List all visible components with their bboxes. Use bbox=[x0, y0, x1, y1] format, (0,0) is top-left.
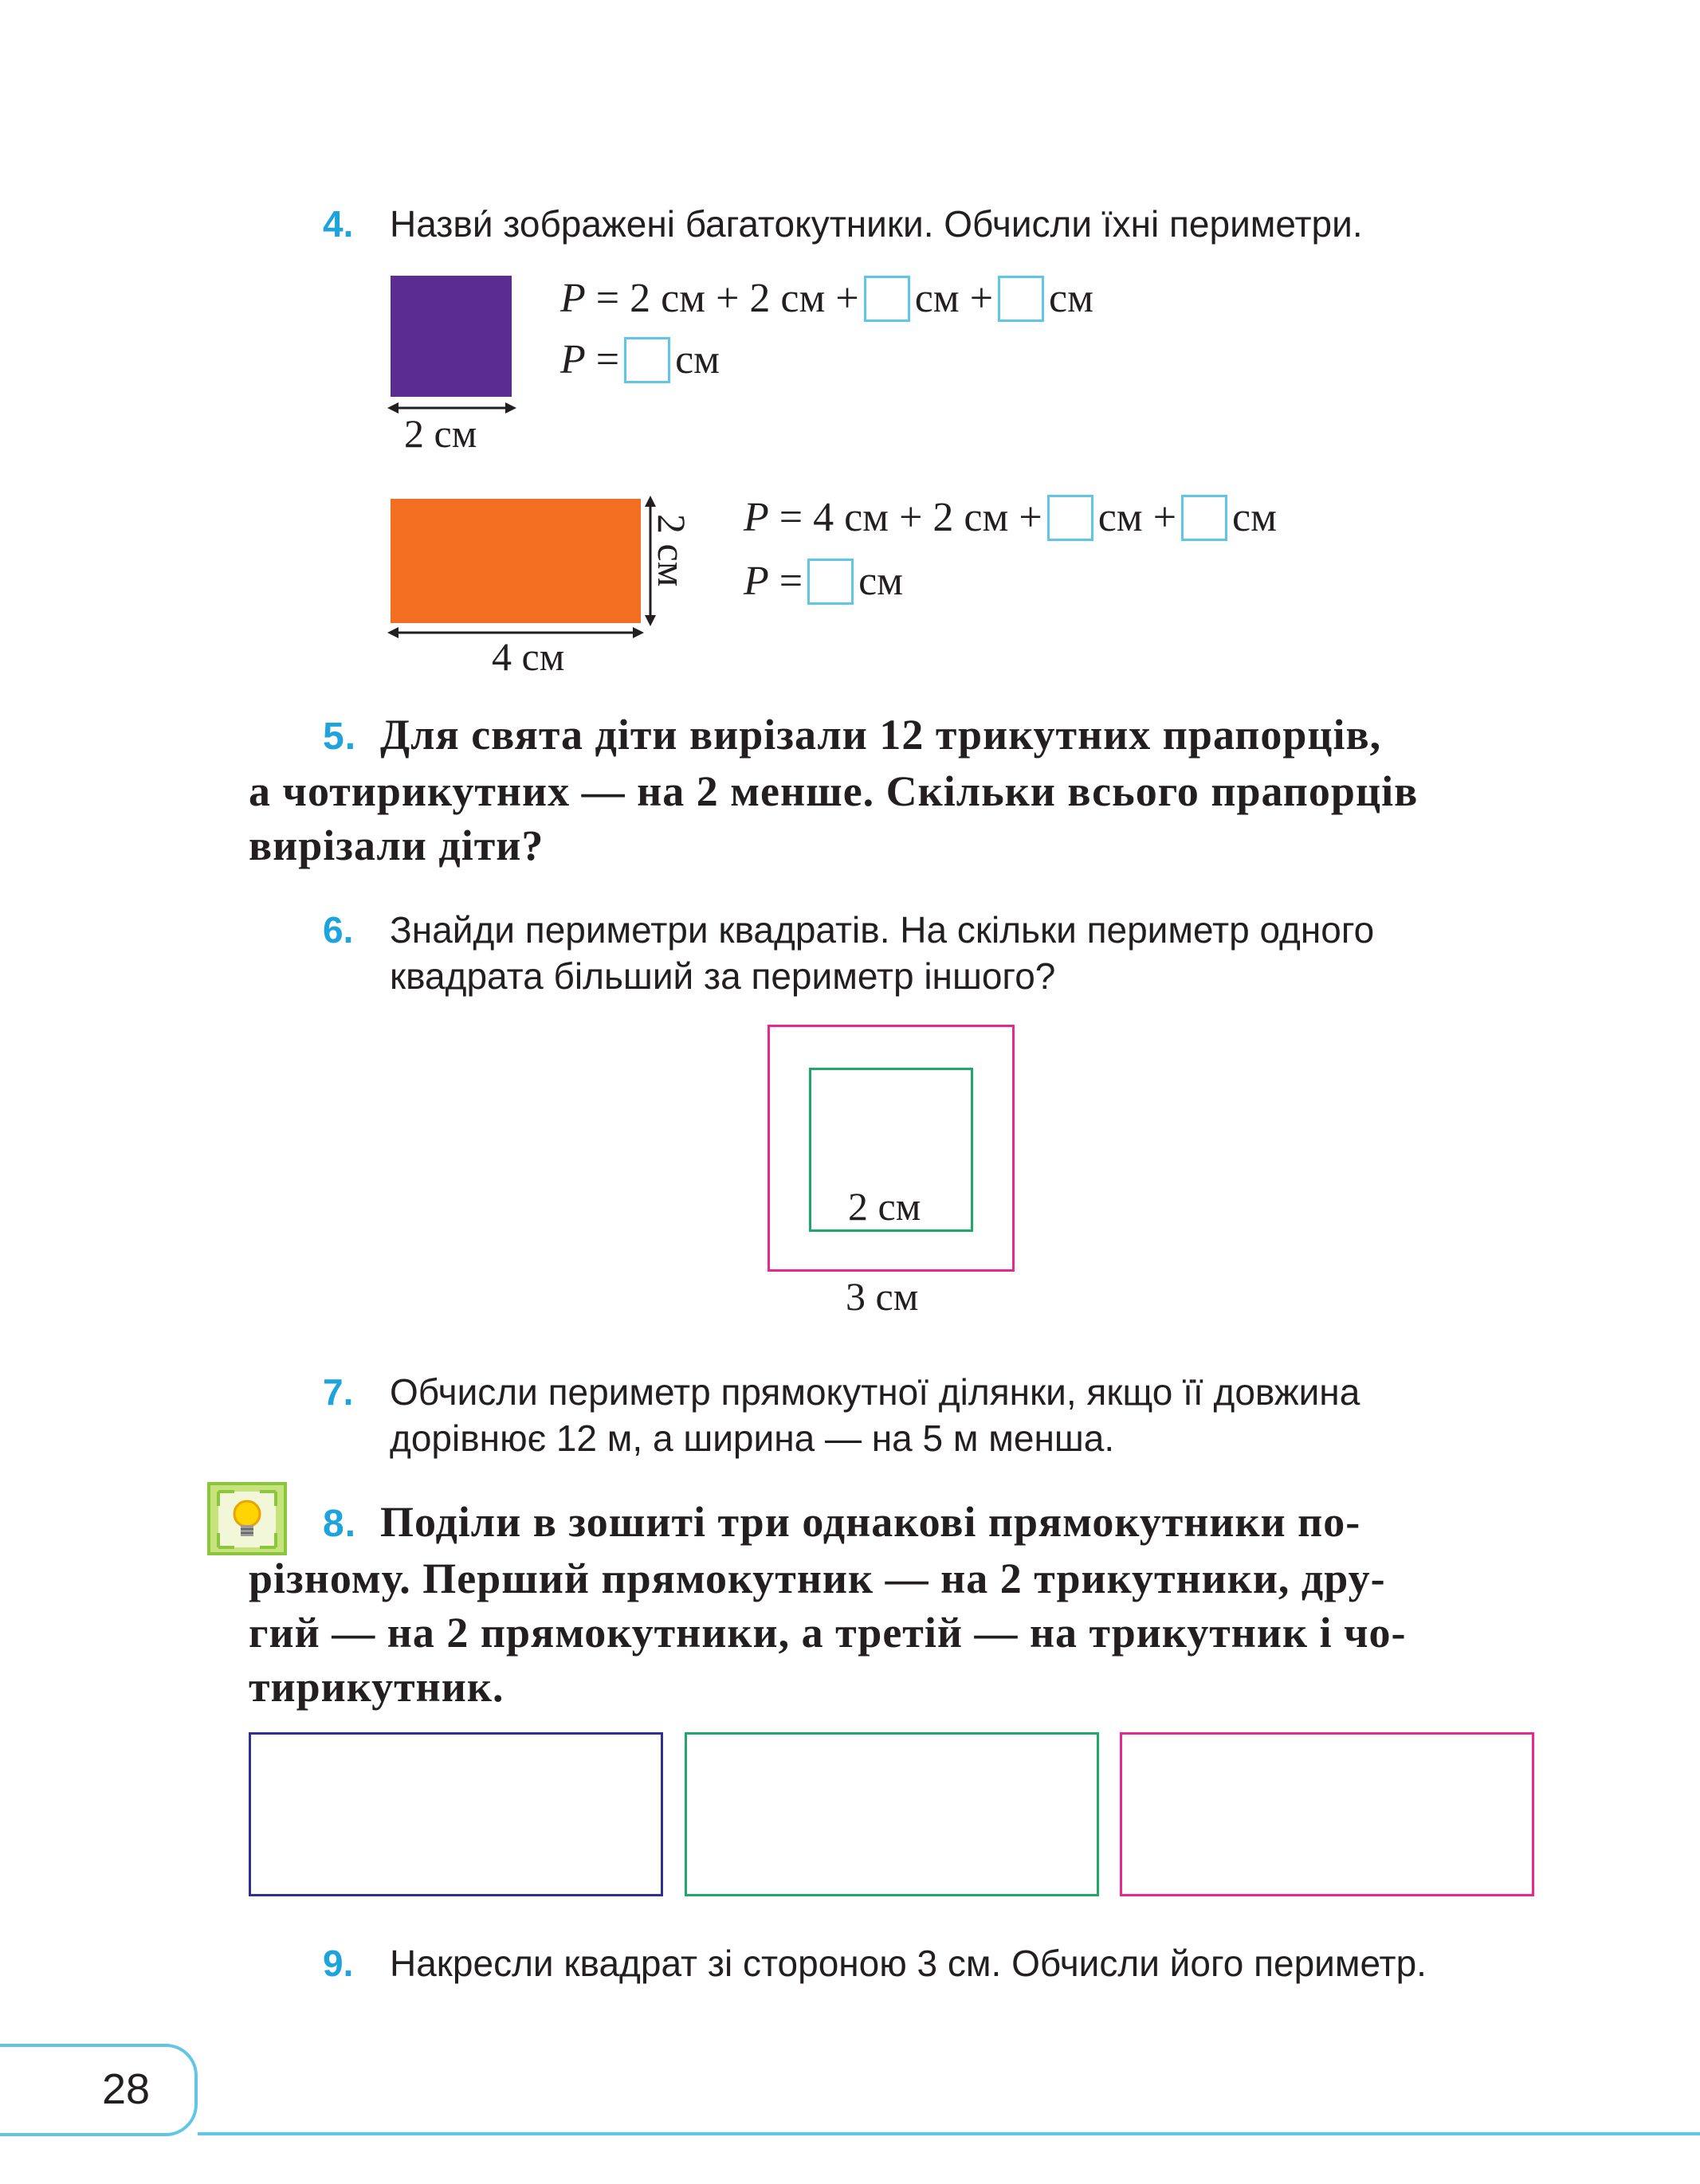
square-formula-2: P = см bbox=[560, 337, 720, 382]
rectangle-blue[interactable] bbox=[249, 1732, 663, 1896]
perimeter-symbol: P bbox=[744, 495, 769, 540]
answer-box[interactable] bbox=[1181, 495, 1227, 541]
purple-square bbox=[391, 276, 512, 397]
inner-square-label: 2 см bbox=[848, 1184, 921, 1229]
rectangle-height-label: 2 см bbox=[650, 514, 694, 587]
rectangle-green[interactable] bbox=[685, 1732, 1099, 1896]
rectangle-formula-1: P = 4 см + 2 см + см + см bbox=[744, 495, 1278, 540]
perimeter-symbol: P bbox=[744, 559, 769, 604]
task-number: 7. bbox=[323, 1371, 354, 1413]
task-number: 5. bbox=[323, 716, 357, 758]
answer-box[interactable] bbox=[998, 276, 1044, 322]
answer-box[interactable] bbox=[807, 559, 854, 605]
answer-box[interactable] bbox=[864, 276, 910, 322]
task-6: 6. Знайди периметри квадратів. На скільки периметр одного квадрата більший за периметр іншого? bbox=[323, 907, 1374, 999]
square-side-label: 2 см bbox=[404, 411, 477, 456]
task-8: 8. Поділи в зошиті три однакові прямокутники по- різному. Перший прямокутник — на 2 трикутники, дру- гий — на 2 прямокутники, а третій — на трикутник і чо- тирикутник. bbox=[249, 1498, 1407, 1711]
outer-square-label: 3 см bbox=[846, 1274, 919, 1319]
orange-rectangle bbox=[391, 499, 641, 623]
rectangle-width-label: 4 см bbox=[492, 634, 565, 679]
page-number: 28 bbox=[102, 2065, 151, 2113]
task-text: Назви́ зображені багатокутники. Обчисли їхні периметри. bbox=[390, 203, 1363, 245]
page-number-tab bbox=[0, 2044, 198, 2136]
rectangle-formula-2: P = см bbox=[744, 559, 904, 604]
square-formula-1: P = 2 см + 2 см + см + см bbox=[560, 276, 1094, 321]
perimeter-symbol: P bbox=[560, 276, 586, 321]
task-number: 8. bbox=[323, 1503, 357, 1545]
task-number: 6. bbox=[323, 909, 354, 951]
task-number: 9. bbox=[323, 1943, 354, 1984]
task-4-heading bbox=[323, 201, 1363, 247]
answer-box[interactable] bbox=[624, 337, 670, 383]
rectangle-pink[interactable] bbox=[1120, 1732, 1534, 1896]
task-9: 9. Накресли квадрат зі стороною 3 см. Обчисли його периметр. bbox=[323, 1940, 1427, 1986]
task-7: 7. Обчисли периметр прямокутної ділянки, якщо її довжина дорівнює 12 м, а ширина — на 5 м менша. bbox=[323, 1369, 1360, 1461]
task-number: 4. bbox=[323, 203, 354, 245]
answer-box[interactable] bbox=[1047, 495, 1093, 541]
perimeter-symbol: P bbox=[560, 337, 586, 382]
task-5: 5. Для свята діти вирізали 12 трикутних прапорців, а чотирикутних — на 2 менше. Скільки всього прапорців вирізали діти? bbox=[249, 711, 1419, 869]
footer-rule bbox=[198, 2132, 1700, 2135]
